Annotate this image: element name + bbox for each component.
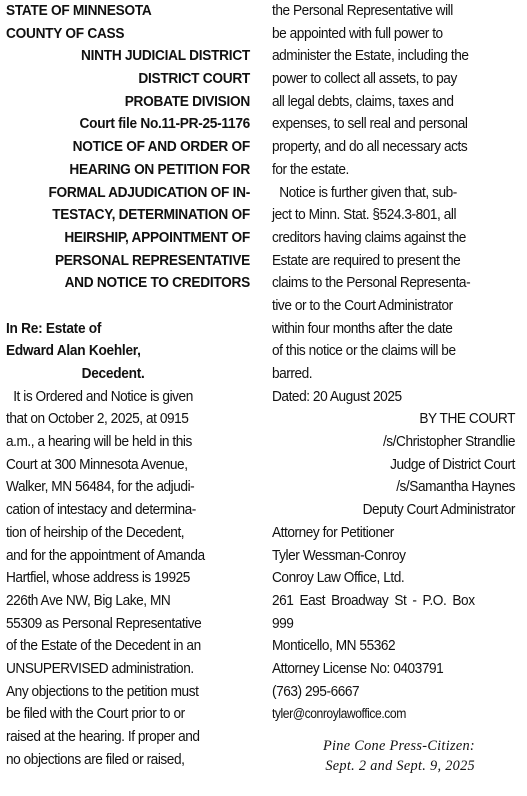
judge-title: Judge of District Court [390, 455, 515, 473]
notice-title-line: PERSONAL REPRESENTATIVE [54, 251, 250, 269]
paragraph-line: of this notice or the claims will be [272, 342, 456, 360]
administrator-signature [296, 476, 515, 499]
notice-title-line: NOTICE OF AND ORDER OF [72, 138, 251, 156]
county-line: COUNTY OF CASS [6, 24, 125, 42]
notice-title-line: FORMAL ADJUDICATION OF IN- [48, 183, 250, 201]
court-division: PROBATE DIVISION [124, 92, 250, 110]
address-line: 999 [272, 614, 294, 632]
notice-title-line: HEIRSHIP, APPOINTMENT OF [64, 228, 250, 246]
paragraph-line: It is Ordered and Notice is given [13, 387, 193, 405]
paragraph-line: UNSUPERVISED administration. [6, 659, 194, 677]
judge-signature [296, 431, 515, 454]
paragraph-line: Estate are required to present the [272, 251, 461, 269]
paragraph-line: that on October 2, 2025, at 0915 [6, 410, 189, 428]
email-address: tyler@conroylawoffice.com [272, 706, 406, 722]
paragraph-line: no objections are filed or raised, [6, 750, 185, 768]
notice-title-line: AND NOTICE TO CREDITORS [64, 274, 250, 292]
paragraph-line: be filed with the Court prior to or [6, 705, 185, 723]
paragraph-line: the Personal Representative will [272, 2, 453, 19]
paragraph-line: Hartfiel, whose address is 19925 [6, 569, 190, 587]
attorney-license: Attorney License No: 0403791 [272, 659, 444, 677]
paragraph-line: tion of heirship of the Decedent, [6, 523, 185, 541]
dated-line: Dated: 20 August 2025 [272, 387, 402, 405]
decedent-name: Edward Alan Koehler, [6, 342, 141, 360]
address-city: Monticello, MN 55362 [272, 637, 396, 655]
notice-title-line: TESTACY, DETERMINATION OF [52, 206, 250, 224]
paragraph-line: cation of intestacy and determina- [6, 501, 196, 519]
judge-name: Christopher Strandlie [396, 433, 515, 451]
creditors-paragraph [272, 182, 515, 386]
attorney-name: Tyler Wessman-Conroy [272, 546, 406, 564]
law-office: Conroy Law Office, Ltd. [272, 569, 405, 587]
paragraph-line: ject to Minn. Stat. §524.3-801, all [272, 206, 457, 224]
paragraph-line: raised at the hearing. If proper and [6, 728, 200, 745]
paragraph-line: expenses, to sell real and personal [272, 115, 468, 133]
right-column [272, 0, 515, 726]
order-paragraph [6, 386, 250, 772]
administrator-title: Deputy Court Administrator [362, 501, 515, 519]
notice-title-line: HEARING ON PETITION FOR [69, 160, 250, 178]
phone-number: (763) 295-6667 [272, 682, 360, 700]
paragraph-line: barred. [272, 365, 313, 382]
paragraph-line: within four months after the date [272, 319, 453, 337]
left-column [6, 0, 250, 771]
state-line: STATE OF MINNESOTA [6, 2, 152, 19]
court-district: NINTH JUDICIAL DISTRICT [81, 47, 251, 65]
notice-title [6, 136, 250, 295]
publication-dates: Sept. 2 and Sept. 9, 2025 [325, 757, 475, 774]
paragraph-line: Court at 300 Minnesota Avenue, [6, 455, 188, 473]
signature-mark: /s/ [396, 478, 410, 496]
decedent-label: Decedent. [81, 365, 145, 382]
in-re-line: In Re: Estate of [6, 319, 102, 337]
powers-paragraph [272, 0, 515, 182]
paragraph-line: administer the Estate, including the [272, 47, 469, 65]
signature-mark: /s/ [382, 433, 397, 451]
paragraph-line: Any objections to the petition must [6, 682, 199, 700]
attorney-role: Attorney for Petitioner [272, 523, 394, 541]
publication-paper: Pine Cone Press-Citizen: [323, 738, 475, 754]
paragraph-line: 55309 as Personal Representative [6, 614, 202, 632]
paragraph-line: all legal debts, claims, taxes and [272, 92, 454, 110]
paragraph-line: for the estate. [272, 160, 349, 178]
paragraph-line: creditors having claims against the [272, 228, 466, 246]
court-file-number: Court file No.11-PR-25-1176 [79, 115, 250, 133]
publication-notice [272, 737, 475, 776]
paragraph-line: tive or to the Court Administrator [272, 296, 453, 314]
paragraph-line: claims to the Personal Representa- [272, 274, 471, 292]
by-the-court: BY THE COURT [419, 410, 515, 428]
paragraph-line: and for the appointment of Amanda [6, 546, 205, 564]
paragraph-line: Notice is further given that, sub- [279, 183, 457, 201]
address-line: 261 East Broadway St - P.O. Box [272, 591, 475, 609]
paragraph-line: property, and do all necessary acts [272, 138, 468, 156]
paragraph-line: power to collect all assets, to pay [272, 70, 457, 88]
paragraph-line: a.m., a hearing will be held in this [6, 433, 192, 451]
paragraph-line: of the Estate of the Decedent in an [6, 637, 201, 655]
paragraph-line: be appointed with full power to [272, 24, 443, 42]
administrator-name: Samantha Haynes [409, 478, 515, 496]
paragraph-line: 226th Ave NW, Big Lake, MN [6, 591, 171, 609]
court-name: DISTRICT COURT [138, 70, 250, 88]
paragraph-line: Walker, MN 56484, for the adjudi- [6, 478, 195, 496]
